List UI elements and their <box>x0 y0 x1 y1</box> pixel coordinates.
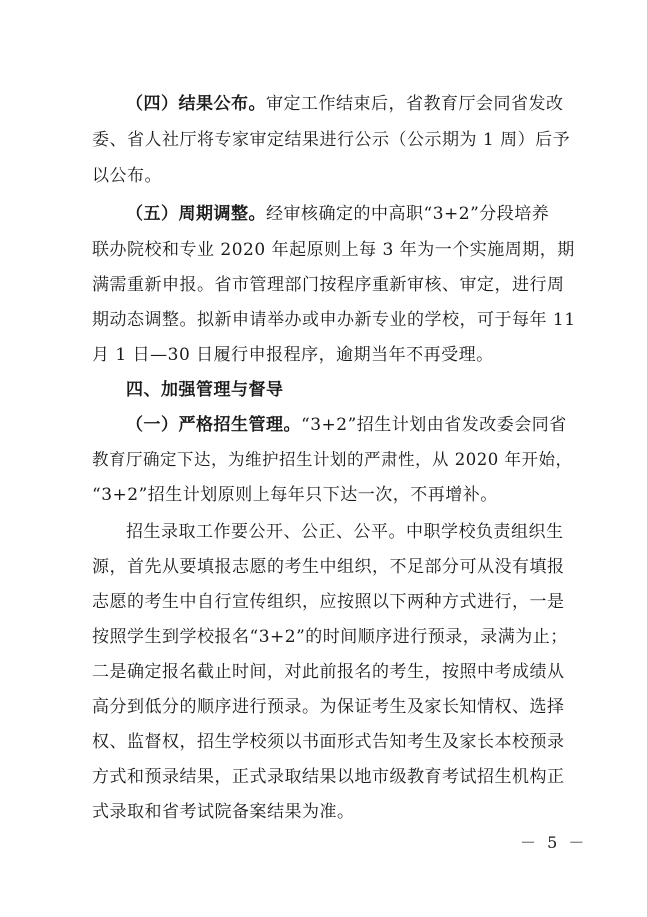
paragraph-2-line-3: 满需重新申报。省市管理部门按程序重新审核、审定，进行周 <box>92 275 565 295</box>
page-number: － 5 － <box>520 833 588 852</box>
paragraph-3-line-2: 教育厅确定下达，为维护招生计划的严肃性，从 2020 年开始， <box>92 450 573 469</box>
paragraph-4-line-3: 志愿的考生中自行宣传组织，应按照以下两种方式进行，一是 <box>92 592 565 612</box>
paragraph-2-line-4: 期动态调整。拟新申请举办或申办新专业的学校，可于每年 11 <box>92 310 576 330</box>
paragraph-1-line-2: 委、省人社厅将专家审定结果进行公示（公示期为 1 周）后予 <box>92 130 571 150</box>
paragraph-1-lead: （四）结果公布。 <box>126 94 266 114</box>
paragraph-2-line-5: 月 1 日—30 日履行申报程序，逾期当年不再受理。 <box>92 345 494 365</box>
paragraph-2-line-2: 联办院校和专业 2020 年起原则上每 3 年为一个实施周期，期 <box>92 240 575 260</box>
paragraph-3-lead: （一）严格招生管理。 <box>126 415 301 435</box>
paragraph-3-line-3: “3+2”招生计划原则上每年只下达一次，不再增补。 <box>92 485 498 505</box>
paragraph-4-line-8: 方式和预录结果，正式录取结果以地市级教育考试招生机构正 <box>92 767 565 787</box>
paragraph-4-line-6: 高分到低分的顺序进行预录。为保证考生及家长知情权、选择 <box>92 697 565 717</box>
paragraph-4-line-1: 招生录取工作要公开、公正、公平。中职学校负责组织生 <box>126 522 564 542</box>
paragraph-2-lead: （五）周期调整。 <box>126 204 266 224</box>
section-heading: 四、加强管理与督导 <box>126 380 284 400</box>
paragraph-3-line-1: （一）严格招生管理。“3+2”招生计划由省发改委会同省 <box>126 415 567 435</box>
paragraph-1-line-1: （四）结果公布。审定工作结束后，省教育厅会同省发改 <box>126 94 564 114</box>
paragraph-4-line-4: 按照学生到学校报名“3+2”的时间顺序进行预录，录满为止； <box>92 627 568 647</box>
paragraph-2-line-1: （五）周期调整。经审核确定的中高职“3+2”分段培养 <box>126 204 550 224</box>
paragraph-4-line-7: 权、监督权，招生学校须以书面形式告知考生及家长本校预录 <box>92 732 565 752</box>
paragraph-4-line-2: 源，首先从要填报志愿的考生中组织，不足部分可从没有填报 <box>92 557 565 577</box>
paragraph-1-line-3: 以公布。 <box>92 166 162 186</box>
body-text <box>92 0 580 917</box>
paragraph-4-line-5: 二是确定报名截止时间，对此前报名的考生，按照中考成绩从 <box>92 662 565 682</box>
paragraph-4-line-9: 式录取和省考试院备案结果为准。 <box>92 802 355 822</box>
